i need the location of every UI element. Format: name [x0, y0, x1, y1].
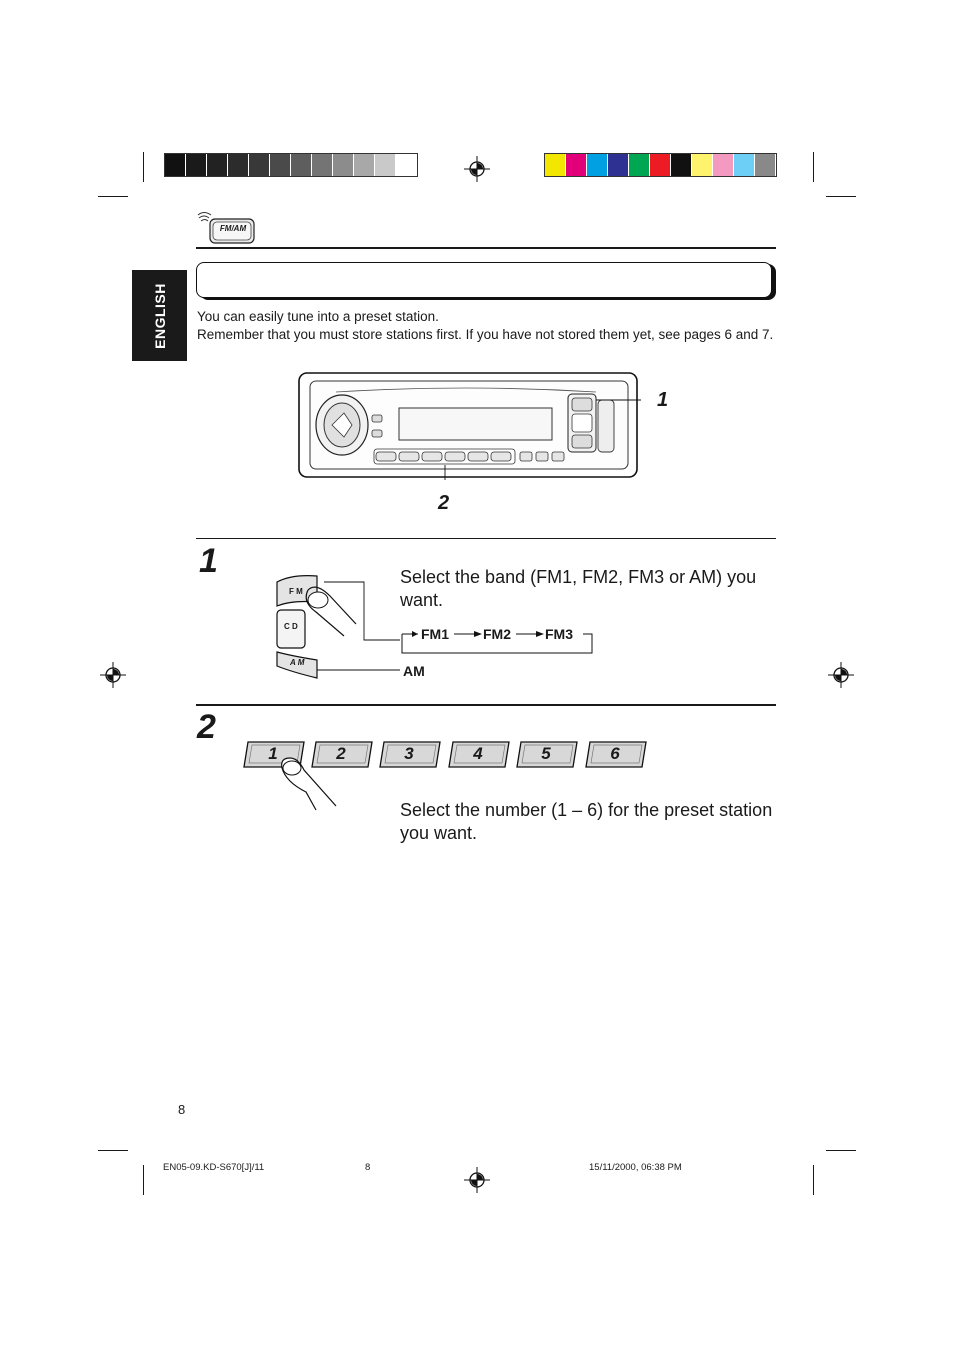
step-2-number: 2	[197, 708, 216, 746]
crop-mark	[826, 1150, 856, 1151]
calibration-swatch	[396, 154, 417, 176]
calibration-swatch	[587, 154, 608, 176]
sequence-fm3: FM3	[545, 626, 573, 642]
cd-button[interactable]: C D	[284, 622, 298, 631]
language-tab	[132, 270, 187, 361]
preset-button-6[interactable]	[584, 741, 646, 767]
registration-mark-icon	[828, 662, 854, 688]
finger-press-icon	[276, 756, 346, 812]
registration-mark-icon	[100, 662, 126, 688]
crop-mark	[826, 196, 856, 197]
calibration-swatch	[312, 154, 333, 176]
calibration-swatch	[207, 154, 228, 176]
preset-button-4[interactable]	[447, 741, 509, 767]
step-2-instruction: Select the number (1 – 6) for the preset station you want.	[400, 800, 773, 843]
calibration-swatch	[608, 154, 629, 176]
calibration-swatch	[692, 154, 713, 176]
intro-text	[197, 308, 777, 343]
sequence-fm2: FM2	[483, 626, 511, 642]
preset-button-5[interactable]	[515, 741, 577, 767]
intro-line-2: Remember that you must store stations first. If you have not stored them yet, see pages 6 and 7.	[197, 326, 774, 342]
sequence-am: AM	[403, 663, 425, 679]
footer-file-id: EN05-09.KD-S670[J]/11	[163, 1162, 265, 1173]
crop-mark	[98, 1150, 128, 1151]
fm-button[interactable]: F M	[289, 587, 303, 596]
crop-mark	[143, 152, 144, 182]
diagram-callout-2: 2	[438, 492, 450, 514]
crop-mark	[143, 1165, 144, 1195]
color-calibration-bar	[544, 153, 777, 177]
calibration-swatch	[333, 154, 354, 176]
step-1-instruction: Select the band (FM1, FM2, FM3 or AM) you want.	[400, 567, 757, 610]
preset-label: 3	[404, 744, 414, 763]
calibration-swatch	[249, 154, 270, 176]
preset-label: 6	[610, 744, 620, 763]
language-label: ENGLISH	[151, 282, 168, 349]
registration-mark-icon	[464, 1167, 490, 1193]
preset-label: 5	[541, 744, 551, 763]
car-stereo-diagram	[296, 370, 641, 480]
step-1-rule	[196, 538, 776, 539]
intro-line-1: You can easily tune into a preset station.	[197, 309, 439, 324]
crop-mark	[813, 152, 814, 182]
calibration-swatch	[545, 154, 566, 176]
preset-label: 1	[268, 744, 278, 763]
crop-mark	[813, 1165, 814, 1195]
footer-page: 8	[365, 1162, 371, 1173]
am-button[interactable]: A M	[290, 658, 305, 667]
calibration-swatch	[354, 154, 375, 176]
section-title-banner	[196, 262, 772, 298]
calibration-swatch	[650, 154, 671, 176]
calibration-swatch	[228, 154, 249, 176]
radio-mode-icon-label: FM/AM	[219, 224, 247, 233]
calibration-swatch	[270, 154, 291, 176]
calibration-swatch	[671, 154, 692, 176]
footer-timestamp: 15/11/2000, 06:38 PM	[589, 1162, 682, 1173]
calibration-swatch	[375, 154, 396, 176]
calibration-swatch	[165, 154, 186, 176]
preset-label: 2	[336, 744, 346, 763]
calibration-swatch	[186, 154, 207, 176]
crop-mark	[98, 196, 128, 197]
diagram-callout-1: 1	[657, 389, 669, 411]
step-1-number: 1	[199, 542, 218, 580]
preset-button-3[interactable]	[378, 741, 440, 767]
calibration-swatch	[713, 154, 734, 176]
calibration-swatch	[755, 154, 776, 176]
header-rule	[196, 247, 776, 249]
calibration-swatch	[566, 154, 587, 176]
step-2-rule	[196, 704, 776, 706]
gray-calibration-bar	[164, 153, 418, 177]
registration-mark-icon	[464, 156, 490, 182]
sequence-fm1: FM1	[421, 626, 449, 642]
calibration-swatch	[629, 154, 650, 176]
calibration-swatch	[734, 154, 755, 176]
calibration-swatch	[291, 154, 312, 176]
preset-label: 4	[473, 744, 483, 763]
page-number: 8	[178, 1102, 186, 1117]
